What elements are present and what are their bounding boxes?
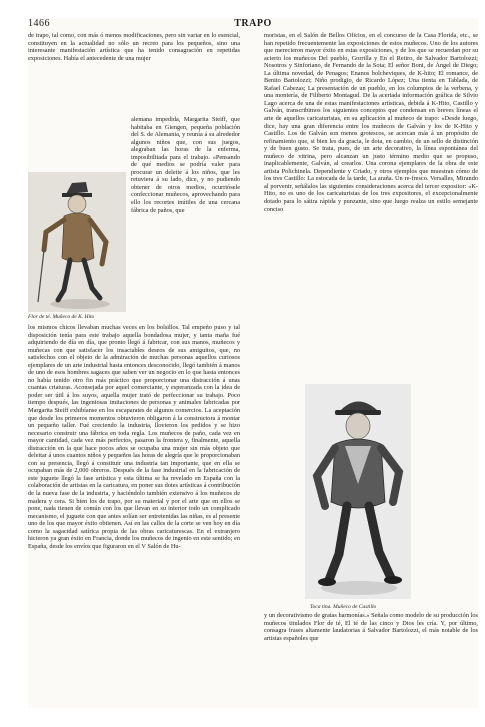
page-number: 1466 — [28, 18, 50, 29]
doll-illustration-left — [28, 172, 126, 312]
right-column-closing: y un decorativismo de gratas harmonías.» Señala como modelo de su producción los muñecos titulados Flor de té, El té de las cinco y Dios les cría. Y, por último, consagra frases altamente laudatorias á Salvador Bartolozzi, el más notable de los artistas españoles que — [264, 612, 478, 642]
left-column-body: los mismos chicos llevaban muchas veces en los bolsillos. Tal empeño puso y tal disposición tenía para este trabajo aquella bondadosa mujer, y tanta maña fué adquiriendo de día en día, que pronto llegó á fabricar, con sus manos, muñecos y muñecas con que satisfacer los insaciables deseos de sus amiguitos, que, no satisfechos con el objeto de la admiración de muchas personas aquellos curiosos ejemplares de un arte industrial hasta entonces desconocido, llegó también á manos de uno de esos hombres sagaces que saben ver un negocio en lo que hasta entonces no había tenido otro fin más práctico que proporcionar una distracción á unas cuantas criaturas. Aconsejada por aquel comerciante, y esperanzada con la idea de poder ser útil á los suyos, aquella mujer trató de perfeccionar su trabajo. Poco tiempo después, las ingeniosas imitaciones de personas y animales fabricadas por Margarita Steiff exhibíanse en los escaparates de algunos comercios. La aceptación que desde los primeros momentos obtuvieron obligaron á la constructora á montar un pequeño taller. Fué creciendo la industria, llovieron los pedidos y se hizo necesario construir una fábrica en toda regla. Los muñecos de paño, cada vez en mayor cantidad, cada vez más perfectos, pasaron la frontera y, finalmente, aquella distracción en la que hace pocos años se ocupaba una mujer sin más objeto que deleitar á unos cuantos niños y pequeños las horas de alegría que le proporcionaban con su presencia, llegó á constituir una industria tan importante, que en ella se ocupaban más de 2,000 obreros. Después de la fase industrial en la fabricación de este juguete llegó la fase artística y esta última se ha revelado en España con la colaboración de artistas en la caricatura, en poner sus dotes artísticas á contribución de la nueva fase de la industria, y haciéndolo también extensivo á los muñecos de madera y cera. Si bien los de trapo, por su material y por el arte que en ellos se pone, nada tienen de común con los que llevan en su interior todo un complicado mecanismo, el juguete con que antes solían ser entretenidas las niñas, es al presente uno de los que mayor éxito obtienen. Así en las calles de la corte se ven hoy en día como la sagacidad satírica propia de las obras caricaturescas. En el extranjero hicieron ya gran éxito en Francia, donde los muñecos de ingenio en este sentido; en España, desde los envíos que figuraron en el V Salón de Hu- — [28, 324, 240, 550]
running-title: TRAPO — [234, 18, 272, 29]
left-column-beside-figure: alemana impedida, Margarita Steiff, que habitaba en Giengen, pequeña población del S. de Alemania, y reunía á su alrededor algunos niños que, con sus juegos, alegraban las horas de la enferma, imposibilitada para el trabajo. «Pensando de qué medios se podría valer para procurar un deleite á los niños, que les retuviera á su lado, dice, y no pudiendo obtener de otros medios, ocurriósele confeccionar muñecos, aprovechando para ello los recortes inútiles de una cercana fábrica de paños, que — [131, 116, 240, 214]
magazine-page — [28, 18, 478, 708]
caption-right-figure: Toca tina. Muñeco de Castillo — [310, 604, 377, 610]
figure-flor-de-te — [28, 172, 126, 312]
figure-toca-tina — [305, 384, 411, 599]
right-column-body: moristas, en el Salón de Bellos Oficios, en el concurso de la Casa Florida, etc., se han repetido frecuentemente las exposiciones de estos muñecos. Uno de los autores que merecieron mayor éxito en estas exposiciones, y de los que se recuerdan por su acierto los muñecos Del pueblo, Gorrilla y En el Retiro, de Salvador Bartolozzi; Nosotros y Sinforiano, de Fernando de la Sota; El señor Boni, de Ángel de Diego; La última novedad, de Penagos; Enanos bolcheviques, de K-hito; El romance, de Benito Bartolozzi; Niño prodigio, de Ricardo López; Una tienta en Tablada, de Rafael Cabezas; La presentación de un pueblo, en los columpios de la verbena, y una montería, de Filiberto Montagud. De la acertada información gráfica de Silvio Lago acerca de una de estas manifestaciones artísticas, debida á K-Hito, Castillo y Galván, transcribimos los siguientes conceptos que condensan en breves líneas el arte de aquellos caricaturistas, en su aplicación al muñeco de trapo: «Desde luego, dice, hay una gran diferencia entre los muñecos de Galván y los de K-Hito y Castillo. Los de Galván son menos grotescos, se acercan más á un propósito de refinamiento que, si bien les da gracia, le dota, en cambio, de un sello de distinción y de buen gusto. Se trata, pues, de un arte decorativo, la línea espontánea del muñeco de vitrina, pero alcanzan un justo término medio que se propuso, inaplicablemente, Galván, al crearlos. Una corona ejemplares de la obra de este artista Polichinela. Dependiente y Criado, y otros ejemplos que muestran cómo de los tres Castillo: La estocada de la tarde, La araña. Un re-fresco. Versalles, Mirando al porvenir, señálalos las siguientes consideraciones acerca del tercer expositor: «K-Hito, no es uno de los caricaturistas de los tres expositores, el excepcionalmente dotado para lo sátira rápida y punzante, sino que luego realza un estilo semejante conciso — [264, 32, 478, 213]
left-column-intro: de trapo, tal como, con más ó menos modificaciones, pero sin variar en lo esencial, constituyen en la actualidad no sólo un recreo para los pequeños, sino una interesante manifestación artística que ha tenido consagración en repetidas exposiciones. Había el antecedente de una mujer — [28, 32, 240, 62]
page-header — [28, 18, 478, 32]
doll-illustration-right — [305, 384, 411, 599]
caption-left-figure: Flor de té. Muñeco de K. Hito — [28, 314, 95, 320]
